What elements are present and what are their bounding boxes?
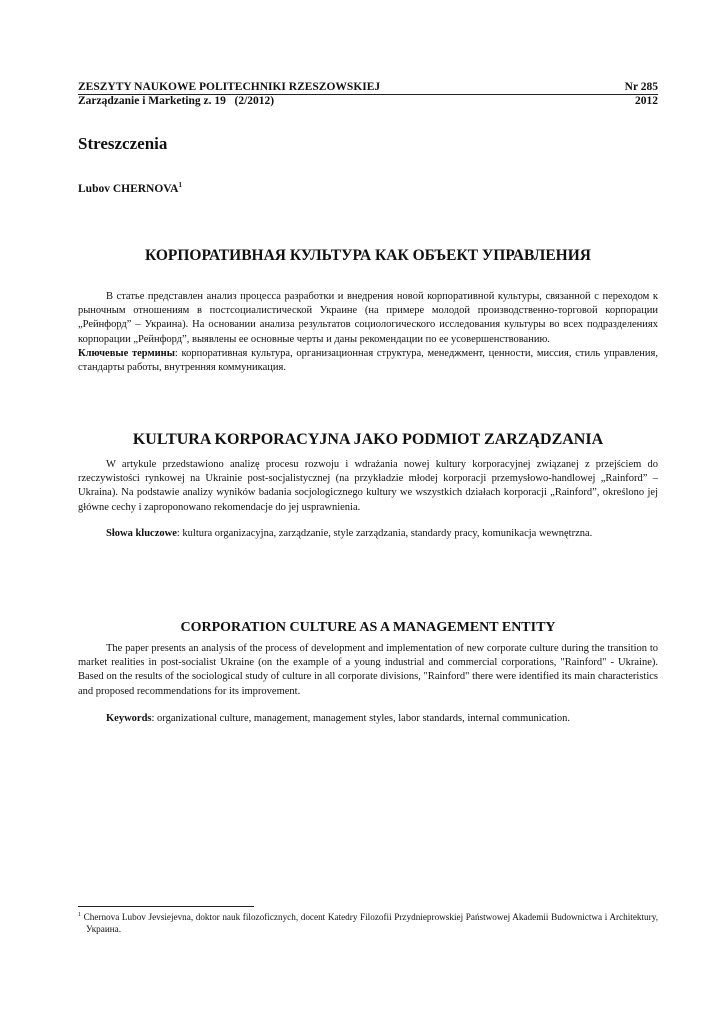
author-name: Lubov CHERNOVA: [78, 183, 179, 195]
polish-abstract-block: [78, 458, 658, 515]
page: [78, 0, 658, 1024]
russian-keywords-text: : корпоративная культура, организационная структура, менеджмент, ценности, миссия, стиль управления, стандарты работы, внутренняя коммуникация.: [78, 347, 659, 374]
russian-keywords-label: Ключевые термины: [78, 347, 175, 359]
running-header-line-2: [78, 94, 658, 108]
english-keywords-label: Keywords: [106, 713, 152, 724]
footnote-mark: 1: [78, 911, 81, 918]
journal-series: Zarządzanie i Marketing z. 19 (2/2012): [78, 95, 275, 107]
section-title: Streszczenia: [78, 134, 168, 153]
english-title: CORPORATION CULTURE AS A MANAGEMENT ENTITY: [180, 620, 556, 635]
footnote-divider: [78, 906, 254, 907]
footnote: [78, 911, 658, 936]
polish-keywords-label: Słowa kluczowe: [106, 528, 177, 539]
author: [78, 183, 182, 195]
english-abstract-block: [78, 642, 658, 699]
russian-abstract-block: [78, 290, 658, 375]
running-header-line-1: [78, 80, 658, 95]
footnote-text: Chernova Lubov Jevsiejevna, doktor nauk filozoficznych, docent Katedry Filozofii Przydnieprowskiej Państwowej Akademii Budownictwa i Architektury, Украина.: [81, 912, 658, 935]
english-keywords-block: [78, 712, 658, 726]
polish-keywords-text: : kultura organizacyjna, zarządzanie, style zarządzania, standardy pracy, komunikacja wewnętrzna.: [176, 528, 593, 539]
polish-abstract: W artykule przedstawiono analizę procesu rozwoju i wdrażania nowej kultury korporacyjnej związanej z przejściem do rzeczywistości rynkowej na Ukrainie post-socjalistycznej (na przykładzie młodej korporacji przemysłowo-handlowej „Rainford” – Ukraina). Na podstawie analizy wyników badania socjologicznego kultury we wszystkich działach korporacji „Rainford”, określono jej główne cechy i zaproponowano rekomendacje do jej usprawnienia.: [78, 459, 658, 513]
polish-keywords: [78, 527, 658, 541]
author-footnote-mark: 1: [178, 181, 182, 190]
polish-keywords-block: [78, 527, 658, 541]
polish-title: KULTURA KORPORACYJNA JAKO PODMIOT ZARZĄDZANIA: [132, 431, 604, 448]
english-keywords: [78, 712, 658, 726]
english-abstract: The paper presents an analysis of the process of development and implementation of new corporate culture during the transition to market realities in post-socialist Ukraine (on the example of a young industrial and commercial corporations, "Rainford" - Ukraine). Based on the results of the sociological study of culture in all corporate divisions, "Rainford" there were identified its main characteristics and proposed recommendations for its improvement.: [78, 643, 658, 697]
journal-name: ZESZYTY NAUKOWE POLITECHNIKI RZESZOWSKIEJ: [78, 81, 381, 93]
journal-year: 2012: [635, 95, 658, 107]
journal-number: Nr 285: [624, 81, 658, 93]
russian-title: КОРПОРАТИВНАЯ КУЛЬТУРА КАК ОБЪЕКТ УПРАВЛЕНИЯ: [145, 247, 591, 264]
russian-abstract: В статье представлен анализ процесса разработки и внедрения новой корпоративной культуры, связанной с переходом к рыночным отношениям в постсоциалистической Украине (на примере молодой производственно-торговой корпорации „Рейнфорд” – Украина). На основании анализа результатов социологического исследования культуры во всех подразделениях корпорации „Рейнфорд”, выявлены ее основные черты и даны рекомендации по ее усовершенствованию.: [78, 291, 658, 345]
russian-keywords: [78, 347, 658, 375]
english-keywords-text: : organizational culture, management, management styles, labor standards, internal communication.: [151, 713, 571, 724]
